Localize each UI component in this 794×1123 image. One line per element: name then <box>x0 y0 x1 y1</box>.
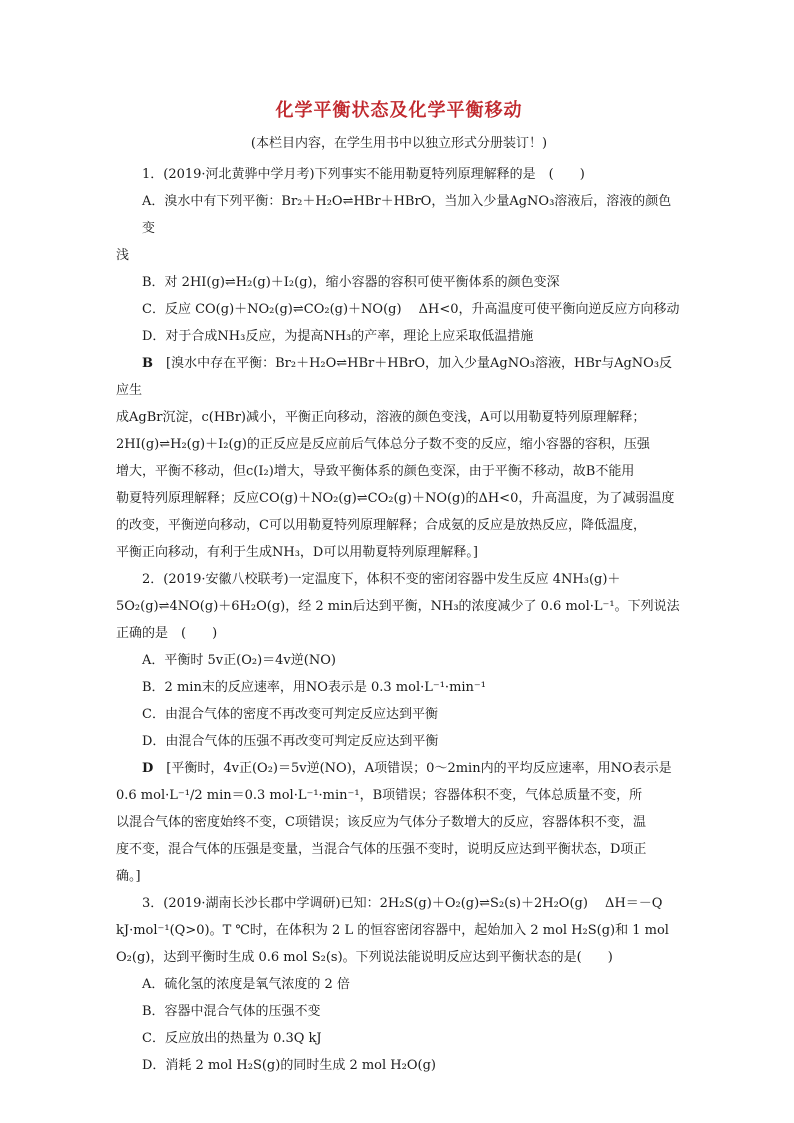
option-a: A．硫化氢的浓度是氧气浓度的 2 倍 <box>142 977 350 992</box>
answer-text: 度不变，混合气体的压强是变量，当混合气体的压强不变时，说明反应达到平衡状态，D项正 <box>116 842 647 857</box>
option-d: D．对于合成NH₃反应，为提高NH₃的产率，理论上应采取低温措施 <box>142 329 534 344</box>
option-c: C．反应 CO(g)＋NO₂(g)⇌CO₂(g)＋NO(g) ΔH<0，升高温度可使平衡向逆反应方向移动 <box>142 302 680 317</box>
option-b: B．2 min末的反应速率，用NO表示是 0.3 mol·L⁻¹·min⁻¹ <box>142 680 486 695</box>
question-stem: 5O₂(g)⇌4NO(g)＋6H₂O(g)，经 2 min后达到平衡，NH₃的浓度减少了 0.6 mol·L⁻¹。下列说法 <box>116 599 680 614</box>
question-stem: 3．(2019·湖南长沙长郡中学调研)已知：2H₂S(g)＋O₂(g)⇌S₂(s)＋2H₂O(g) ΔH＝－Q <box>142 896 663 911</box>
answer-explanation <box>116 350 682 404</box>
question-stem: 2．(2019·安徽八校联考)一定温度下，体积不变的密闭容器中发生反应 4NH₃(g)＋ <box>142 572 621 587</box>
question-stem: 1．(2019·河北黄骅中学月考)下列事实不能用勒夏特列原理解释的是 ( ) <box>142 167 585 182</box>
answer-explanation <box>116 755 682 782</box>
answer-text: 以混合气体的密度始终不变，C项错误；该反应为气体分子数增大的反应，容器体积不变，温 <box>116 815 646 830</box>
answer-letter: D <box>142 761 154 776</box>
binding-note: (本栏目内容，在学生用书中以独立形式分册装订！) <box>250 136 548 151</box>
option-a: A．平衡时 5v正(O₂)＝4v逆(NO) <box>142 653 336 668</box>
option-d: D．由混合气体的压强不再改变可判定反应达到平衡 <box>142 734 439 749</box>
answer-letter: B <box>142 356 153 371</box>
answer-text: 增大，平衡不移动，但c(I₂)增大，导致平衡体系的颜色变深，由于平衡不移动，故B不能用 <box>116 464 635 479</box>
answer-text: [平衡时，4v正(O₂)＝5v逆(NO)，A项错误；0～2min内的平均反应速率，用NO表示是 <box>166 761 672 776</box>
answer-text: 0.6 mol·L⁻¹/2 min＝0.3 mol·L⁻¹·min⁻¹，B项错误；容器体积不变，气体总质量不变，所 <box>116 788 643 803</box>
answer-text: 平衡正向移动，有利于生成NH₃，D可以用勒夏特列原理解释。] <box>116 545 478 560</box>
option-a-continued: 浅 <box>116 248 130 263</box>
document-page <box>116 96 682 1079</box>
option-c: C．由混合气体的密度不再改变可判定反应达到平衡 <box>142 707 438 722</box>
answer-text: 确。] <box>116 869 141 884</box>
question-1 <box>116 161 682 566</box>
option-d: D．消耗 2 mol H₂S(g)的同时生成 2 mol H₂O(g) <box>142 1058 436 1073</box>
answer-text: [溴水中存在平衡：Br₂＋H₂O⇌HBr＋HBrO，加入少量AgNO₃溶液，HBr与AgNO₃反应生 <box>116 356 673 398</box>
question-stem: 正确的是 ( ) <box>116 626 218 641</box>
option-b: B．容器中混合气体的压强不变 <box>142 1004 321 1019</box>
option-c: C．反应放出的热量为 0.3Q kJ <box>142 1031 322 1046</box>
question-2 <box>116 566 682 890</box>
answer-text: 勒夏特列原理解释；反应CO(g)＋NO₂(g)⇌CO₂(g)＋NO(g)的ΔH<0，升高温度，为了减弱温度 <box>116 491 675 506</box>
question-stem: kJ·mol⁻¹(Q>0)。T ℃时，在体积为 2 L 的恒容密闭容器中，起始加入 2 mol H₂S(g)和 1 mol <box>116 923 669 938</box>
answer-text: 的改变，平衡逆向移动，C可以用勒夏特列原理解释；合成氨的反应是放热反应，降低温度， <box>116 518 646 533</box>
answer-text: 成AgBr沉淀，c(HBr)减小，平衡正向移动，溶液的颜色变浅，A可以用勒夏特列原理解释； <box>116 410 646 425</box>
question-3 <box>116 890 682 1079</box>
option-a: A．溴水中有下列平衡：Br₂＋H₂O⇌HBr＋HBrO，当加入少量AgNO₃溶液后，溶液的颜色变 <box>142 194 672 236</box>
question-stem: O₂(g)，达到平衡时生成 0.6 mol S₂(s)。下列说法能说明反应达到平衡状态的是( ) <box>116 950 613 965</box>
answer-text: 2HI(g)⇌H₂(g)＋I₂(g)的正反应是反应前后气体总分子数不变的反应，缩小容器的容积，压强 <box>116 437 650 452</box>
option-b: B．对 2HI(g)⇌H₂(g)＋I₂(g)，缩小容器的容积可使平衡体系的颜色变深 <box>142 275 560 290</box>
page-title: 化学平衡状态及化学平衡移动 <box>275 100 523 121</box>
